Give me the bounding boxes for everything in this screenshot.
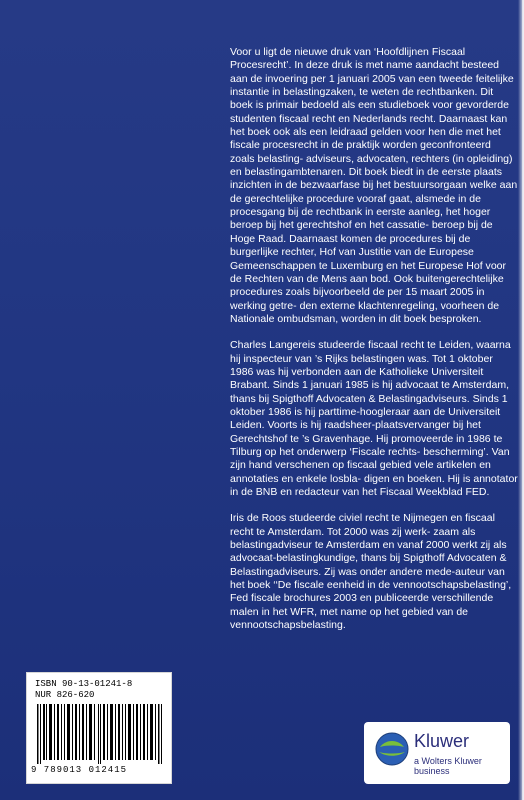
kluwer-globe-icon <box>374 731 410 767</box>
isbn-line: ISBN 90-13-01241-8 <box>35 679 133 689</box>
paragraph-gap <box>230 326 518 339</box>
barcode-icon <box>37 704 163 764</box>
nur-line: NUR 826-620 <box>35 690 95 700</box>
cover-edge <box>518 0 524 800</box>
publisher-name: Kluwer <box>414 731 470 751</box>
publisher-logo-box <box>364 722 510 784</box>
isbn-text-block <box>35 679 132 701</box>
paragraph-gap <box>230 499 518 512</box>
author-bio-langereis: Charles Langereis studeerde fiscaal recht te Leiden, waarna hij inspecteur van ’s Rijks belastingen was. Tot 1 oktober 1986 was hij verbonden aan de Katholieke Universiteit Brabant. Sinds 1 januari 1985 is hij advocaat te Amsterdam, thans bij Spigthoff Advocaten & Belastingadviseurs. Sinds 1 oktober 1986 is hij parttime-hoogleraar aan de Universiteit Leiden. Voorts is hij raadsheer-plaatsvervanger bij het Gerechtshof te ’s Gravenhage. Hij promoveerde in 1986 te Tilburg op het onderwerp ‘Fiscale rechts- bescherming’. Van zijn hand verschenen op fiscaal gebied vele artikelen en annotaties en enkele losbla- digen en boeken. Hij is annotator in de BNB en redacteur van het Fiscaal Weekblad FED. <box>230 339 518 498</box>
barcode-number: 9 789013 012415 <box>31 765 128 775</box>
book-description-paragraph: Voor u ligt de nieuwe druk van ‘Hoofdlijnen Fiscaal Procesrecht’. In deze druk is met name aandacht besteed aan de invoering per 1 januari 2005 van een tweede feitelijke instantie in belastingzaken, te weten de rechtbanken. Dit boek is primair bedoeld als een studieboek voor gevorderde studenten fiscaal recht en Nederlands recht. Daarnaast kan het boek ook als een leidraad gelden voor hen die met het fiscale procesrecht in de praktijk worden geconfronteerd zoals belasting- adviseurs, advocaten, rechters (in opleiding) en belastingambtenaren. Dit boek biedt in de eerste plaats inzichten in de bezwaarfase bij het bestuursorgaan welke aan de gerechtelijke procedure vooraf gaat, alsmede in de procesgang bij de rechtbank in eerste aanleg, het hoger beroep bij het gerechtshof en het cassatie- beroep bij de Hoge Raad. Daarnaast komen de procedures bij de burgerlijke rechter, Hof van Justitie van de Europese Gemeenschappen te Luxemburg en het Europese Hof voor de Rechten van de Mens aan bod. Ook buitengerechtelijke procedures zoals bijvoorbeeld de per 15 maart 2005 in werking getre- den externe klachtenregeling, voorheen de Nationale ombudsman, worden in dit boek besproken. <box>230 46 518 325</box>
author-bio-de-roos: Iris de Roos studeerde civiel recht te Nijmegen en fiscaal recht te Amsterdam. Tot 2000 was zij werk- zaam als belastingadviseur te Amsterdam en vanaf 2000 werkt zij als advocaat-belastingkundige, thans bij Spigthoff Advocaten & Belastingadviseurs. Zij was onder andere mede-auteur van het boek ‘‘De fiscale eenheid in de vennootschapsbelasting’, Fed fiscale brochures 2003 en publiceerde verschillende malen in het WFR, met name op het gebied van de vennootschapsbelasting. <box>230 512 512 632</box>
isbn-barcode-box <box>26 672 172 784</box>
publisher-tagline: a Wolters Kluwer business <box>414 756 482 776</box>
blurb-text-column <box>230 46 518 632</box>
